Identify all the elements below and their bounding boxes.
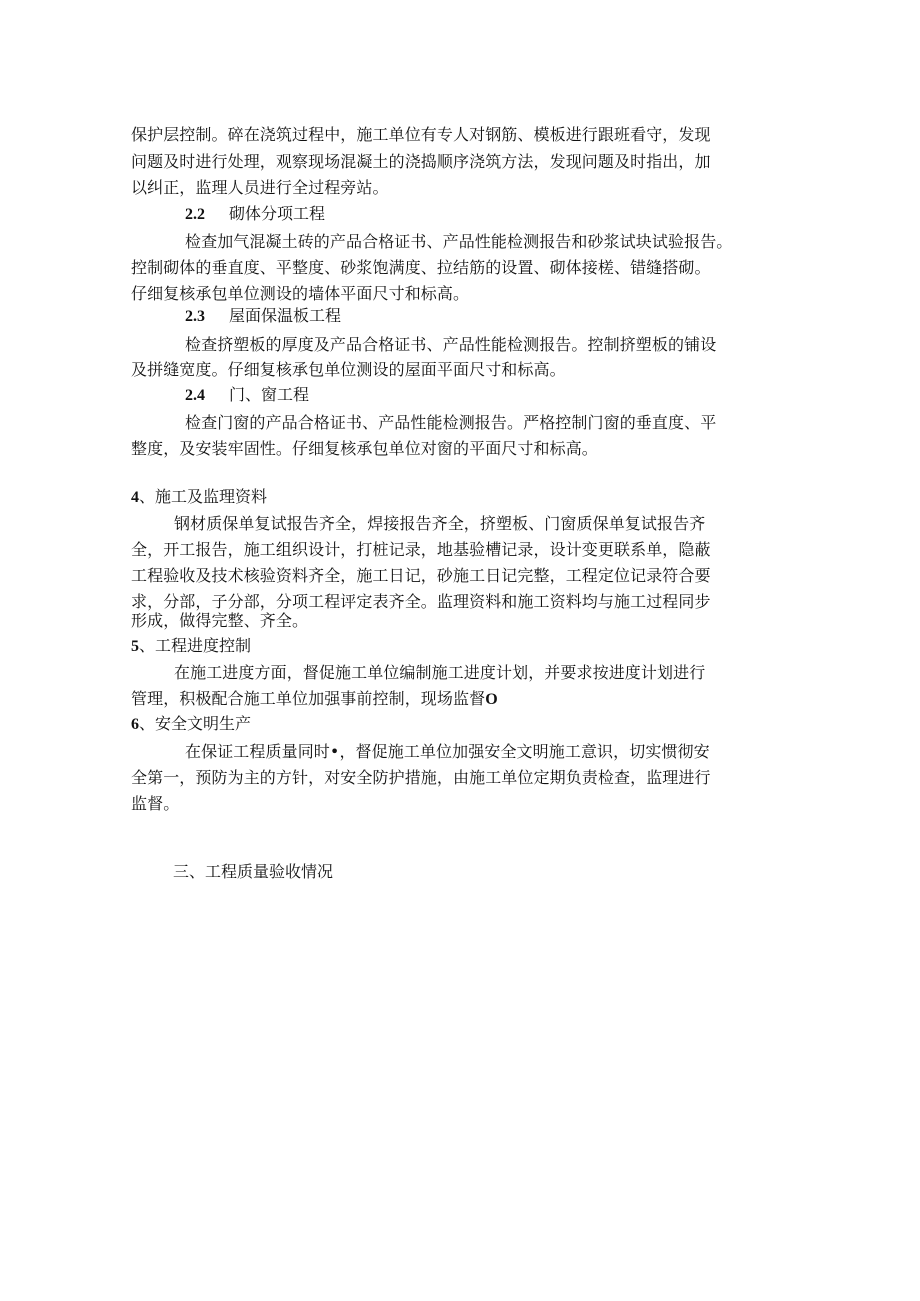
section-number: 4: [131, 489, 139, 506]
paragraph-line: 求，分部，子分部，分项工程评定表齐全。监理资料和施工资料均与施工过程同步: [131, 592, 711, 611]
paragraph-line: 问题及时进行处理，观察现场混凝土的浇捣顺序浇筑方法，发现问题及时指出，加: [131, 152, 711, 171]
section-number: 2.3: [185, 308, 205, 325]
section-heading-5: [131, 635, 251, 658]
paragraph-line: 整度，及安装牢固性。仔细复核承包单位对窗的平面尺寸和标高。: [131, 439, 598, 458]
paragraph-line: [131, 688, 498, 711]
section-title: 砌体分项工程: [229, 204, 326, 223]
paragraph-text: 管理，积极配合施工单位加强事前控制，现场监督: [131, 689, 486, 708]
paragraph-line: 在保证工程质量同时•，督促施工单位加强安全文明施工意识，切实惯彻安: [185, 742, 710, 761]
section-heading-6: [131, 713, 251, 736]
paragraph-line: 保护层控制。碎在浇筑过程中，施工单位有专人对钢筋、模板进行跟班看守，发现: [131, 125, 711, 144]
paragraph-line: 检查挤塑板的厚度及产品合格证书、产品性能检测报告。控制挤塑板的铺设: [185, 335, 717, 354]
section-title: 、安全文明生产: [139, 714, 252, 733]
section-title: 、工程进度控制: [139, 636, 252, 655]
section-title: 屋面保温板工程: [229, 306, 342, 325]
section-heading-2-2: [185, 203, 325, 226]
paragraph-line: 检查门窗的产品合格证书、产品性能检测报告。严格控制门窗的垂直度、平: [185, 413, 717, 432]
end-mark: O: [485, 691, 498, 708]
section-heading-2-4: [185, 384, 309, 407]
paragraph-line: 钢材质保单复试报告齐全，焊接报告齐全，挤塑板、门窗质保单复试报告齐: [174, 514, 706, 533]
paragraph-line: 控制砌体的垂直度、平整度、砂浆饱满度、拉结筋的设置、砌体接槎、错缝搭砌。: [131, 258, 711, 277]
paragraph-line: 全，开工报告，施工组织设计，打桩记录，地基验槽记录，设计变更联系单，隐蔽: [131, 540, 711, 559]
section-number: 6: [131, 716, 139, 733]
section-heading-2-3: [185, 305, 341, 328]
section-title: 、施工及监理资料: [139, 487, 268, 506]
paragraph-line: 及拼缝宽度。仔细复核承包单位测设的屋面平面尺寸和标高。: [131, 360, 566, 379]
paragraph-line: 在施工进度方面，督促施工单位编制施工进度计划，并要求按进度计划进行: [174, 663, 706, 682]
paragraph-line: 仔细复核承包单位测设的墙体平面尺寸和标高。: [131, 284, 470, 303]
section-number: 2.4: [185, 387, 205, 404]
chapter-heading-3: 三、工程质量验收情况: [173, 862, 334, 881]
paragraph-line: 工程验收及技术核验资料齐全，施工日记，砂施工日记完整，工程定位记录符合要: [131, 566, 711, 585]
section-title: 门、窗工程: [229, 385, 310, 404]
paragraph-line: 全第一，预防为主的方针，对安全防护措施，由施工单位定期负责检查，监理进行: [131, 768, 711, 787]
paragraph-line: 形成，做得完整、齐全。: [131, 611, 309, 630]
section-number: 5: [131, 638, 139, 655]
section-heading-4: [131, 486, 267, 509]
section-number: 2.2: [185, 206, 205, 223]
paragraph-line: 检查加气混凝土砖的产品合格证书、产品性能检测报告和砂浆试块试验报告。: [185, 232, 733, 251]
paragraph-line: 以纠正，监理人员进行全过程旁站。: [131, 178, 389, 197]
paragraph-line: 监督。: [131, 794, 180, 813]
